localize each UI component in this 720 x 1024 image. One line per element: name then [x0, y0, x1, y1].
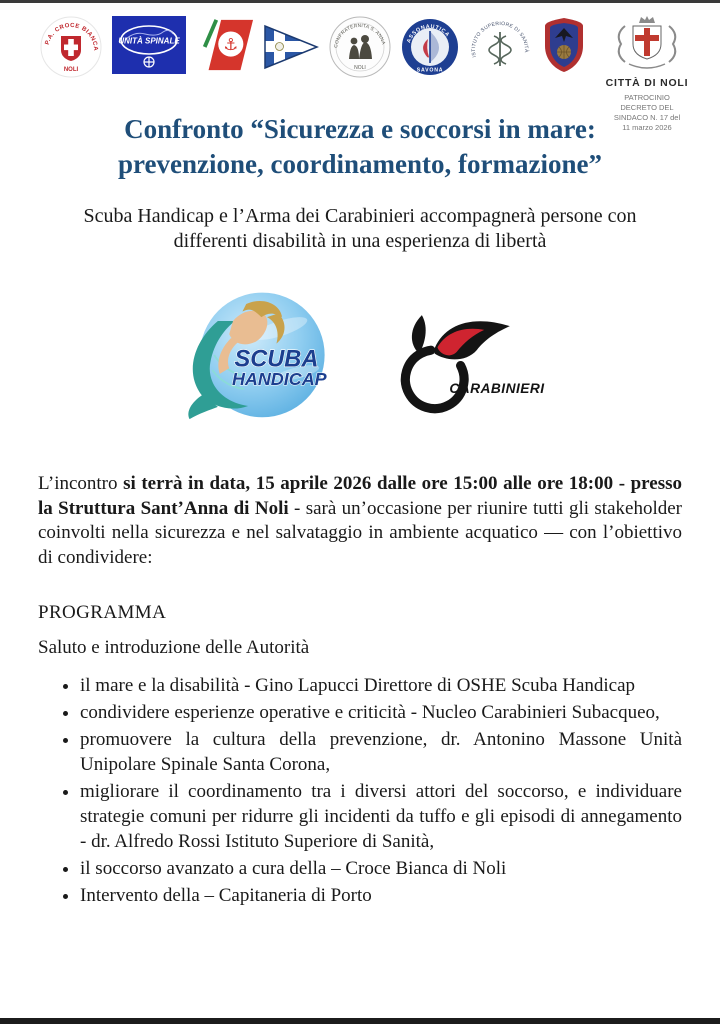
croce-bianca-bottom-text: NOLI: [63, 67, 79, 73]
scuba-logo-text-line2: HANDICAP: [231, 368, 327, 389]
patrocinio-line: SINDACO N. 17 del: [613, 113, 681, 122]
guardia-costiera-logo-icon: [196, 16, 254, 79]
program-item: • promuovere la cultura della prevenzione, dr. Antonino Massone Unità Unipolare Spinale Santa Corona,: [80, 727, 682, 777]
program-item: • condividere esperienze operative e criticità - Nucleo Carabinieri Subacqueo,: [80, 700, 682, 725]
intro-text-end: - sarà un’occasione per riunire tutti gli stakeholder coinvolti nella sicurezza e nel salvataggio in ambiente acquatico — con l’obiettivo di condividere:: [38, 497, 682, 568]
program-lead: Saluto e introduzione delle Autorità: [38, 637, 310, 658]
confraternita-noli-seal-icon: [329, 16, 391, 83]
croce-bianca-noli-logo-icon: [40, 16, 102, 83]
citta-di-noli-patron-block: [598, 14, 696, 133]
event-logos-row: [0, 282, 720, 430]
carabinieri-crest-shield-icon: [540, 16, 588, 79]
yacht-club-pennant-icon: [263, 24, 319, 75]
citta-di-noli-label: CITTÀ DI NOLI: [605, 77, 689, 89]
intro-text-start: L’incontro: [38, 473, 124, 494]
unita-spinale-label: UNITÀ SPINALE: [118, 36, 180, 46]
patrocinio-caption: [598, 93, 696, 133]
patrocinio-line: DECRETO DEL: [620, 103, 674, 112]
unita-spinale-logo-icon: [112, 16, 186, 79]
assonautica-arc-text: ASSONAUTICA: [405, 23, 451, 44]
citta-di-noli-coat-of-arms-icon: [611, 14, 683, 70]
carabinieri-logo-icon: [385, 306, 555, 421]
scuba-handicap-logo-icon: [165, 283, 335, 430]
intro-text-bold-datetime-venue: si terrà in data, 15 aprile 2026 dalle ore 15:00 alle ore 18:00 - presso la Struttura Sant’Anna di Noli: [38, 473, 682, 519]
patrocinio-line: PATROCINIO: [624, 93, 670, 102]
anchor-icon: ⚓: [222, 35, 238, 54]
program-item: • il mare e la disabilità - Gino Lapucci Direttore di OSHE Scuba Handicap: [80, 673, 682, 698]
program-item: • Intervento della – Capitaneria di Porto: [80, 883, 682, 908]
scuba-logo-text-line1: SCUBA: [234, 345, 319, 372]
carabinieri-logo-text: CARABINIERI: [449, 380, 545, 396]
iss-arc-text: ISTITUTO SUPERIORE DI SANITÀ: [470, 20, 529, 59]
assonautica-bottom-text: SAVONA: [416, 67, 444, 74]
page-title-line2: prevenzione, coordinamento, formazione”: [118, 149, 602, 179]
subtitle: Scuba Handicap e l’Arma dei Carabinieri accompagnerà persone con differenti disabilità in una esperienza di libertà: [83, 205, 637, 252]
photo-edge-top: [0, 0, 720, 3]
croce-bianca-arc-text: P.A. CROCE BIANCA: [44, 22, 99, 52]
photo-edge-bottom: [0, 1018, 720, 1024]
istituto-superiore-sanita-logo-icon: [469, 16, 531, 83]
event-intro-paragraph: [38, 472, 682, 570]
program-item: • migliorare il coordinamento tra i diversi attori del soccorso, e individuare strategie comuni per ridurre gli incidenti da tuffo e gli episodi di annegamento - dr. Alfredo Rossi Istituto Superiore di Sanità,: [80, 779, 682, 854]
patrocinio-line: 11 marzo 2026: [622, 123, 672, 132]
confraternita-arc-text: CONFRATERNITA S. ANNA: [334, 23, 386, 49]
program-list: [40, 673, 682, 908]
program-item: • il soccorso avanzato a cura della – Croce Bianca di Noli: [80, 856, 682, 881]
assonautica-savona-logo-icon: [401, 18, 459, 81]
program-heading: PROGRAMMA: [38, 602, 167, 623]
confraternita-bottom-text: NOLI: [354, 65, 366, 71]
page-title-line1: Confronto “Sicurezza e soccorsi in mare:: [124, 114, 596, 144]
